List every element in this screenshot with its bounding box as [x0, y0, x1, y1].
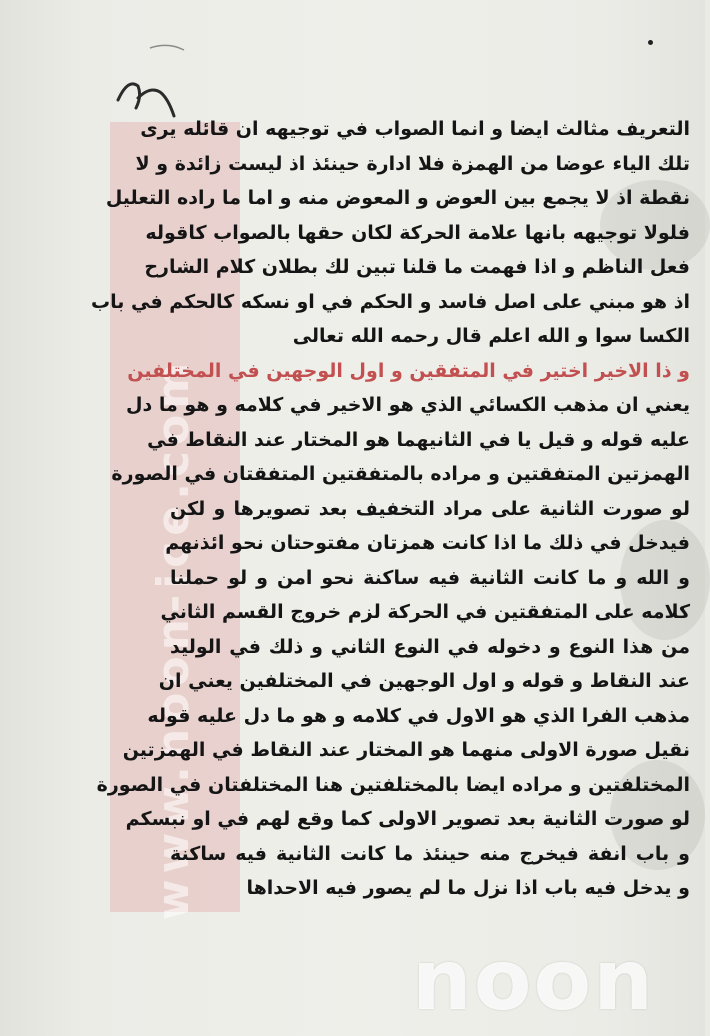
- manuscript-line: الكسا سوا و الله اعلم قال رحمه الله تعالى: [292, 325, 690, 347]
- manuscript-heading-line: و ذا الاخير اختير في المتفقين و اول الوجهين في المختلفين: [127, 359, 690, 382]
- manuscript-line: و يدخل فيه باب اذا نزل ما لم يصور فيه الاحداها: [246, 877, 690, 899]
- manuscript-line: لو صورت الثانية بعد تصوير الاولى كما وقع لهم في او نبسكم: [125, 808, 690, 830]
- manuscript-text: [91, 112, 690, 906]
- manuscript-line: من هذا النوع و دخوله في النوع الثاني و ذلك في الوليد: [170, 635, 690, 658]
- manuscript-line: لو صورت الثانية على مراد التخفيف بعد تصويرها و لكن: [170, 497, 690, 520]
- manuscript-line: التعريف مثالث ايضا و انما الصواب في توجيهه ان قائله يرى: [140, 118, 690, 140]
- manuscript-line: تلك الياء عوضا من الهمزة فلا ادارة حينئذ اذ ليست زائدة و لا: [135, 152, 690, 175]
- manuscript-line: فعل الناظم و اذا فهمت ما قلنا تبين لك بطلان كلام الشارح: [144, 256, 690, 278]
- manuscript-line: فلولا توجيهه بانها علامة الحركة لكان حقها بالصواب كاقوله: [145, 221, 690, 244]
- manuscript-line: يعني ان مذهب الكسائي الذي هو الاخير في كلامه و هو ما دل: [126, 394, 690, 416]
- manuscript-line: عليه قوله و قيل يا في الثانيهما هو المختار عند النقاط في: [147, 428, 690, 451]
- manuscript-line: نقيل صورة الاولى منهما هو المختار عند النقاط في الهمزتين: [122, 739, 690, 761]
- manuscript-line: و الله و ما كانت الثانية فيه ساكنة نحو امن و لو حملنا: [170, 566, 690, 589]
- manuscript-line: عند النقاط و قوله و اول الوجهين في المختلفين يعني ان: [158, 670, 690, 692]
- manuscript-line: الهمزتين المتفقتين و مراده بالمتفقتين المتفقتان في الصورة: [111, 463, 690, 485]
- manuscript-line: كلامه على المتفقتين في الحركة لزم خروج القسم الثاني: [160, 601, 690, 623]
- manuscript-line: مذهب الفرا الذي هو الاول في كلامه و هو ما دل عليه قوله: [147, 704, 690, 727]
- manuscript-line: المختلفتين و مراده ايضا بالمختلفتين هنا المختلفتان في الصورة: [96, 773, 690, 796]
- nooon-logo: noon: [412, 931, 656, 1029]
- ink-dot: [648, 40, 653, 45]
- watermark-vertical-text: www.noon-ice.com: [148, 356, 199, 920]
- manuscript-line: اذ هو مبني على اصل فاسد و الحكم في او نسكه كالحكم في باب: [91, 290, 690, 313]
- manuscript-line: و باب انفة فيخرج منه حينئذ ما كانت الثانية فيه ساكنة: [170, 842, 690, 865]
- manuscript-line: نقطة اذ لا يجمع بين العوض و المعوض منه و اما ما راده التعليل: [105, 187, 690, 209]
- manuscript-line: فيدخل في ذلك ما اذا كانت همزتان مفتوحتان نحو ائذنهم: [165, 532, 690, 554]
